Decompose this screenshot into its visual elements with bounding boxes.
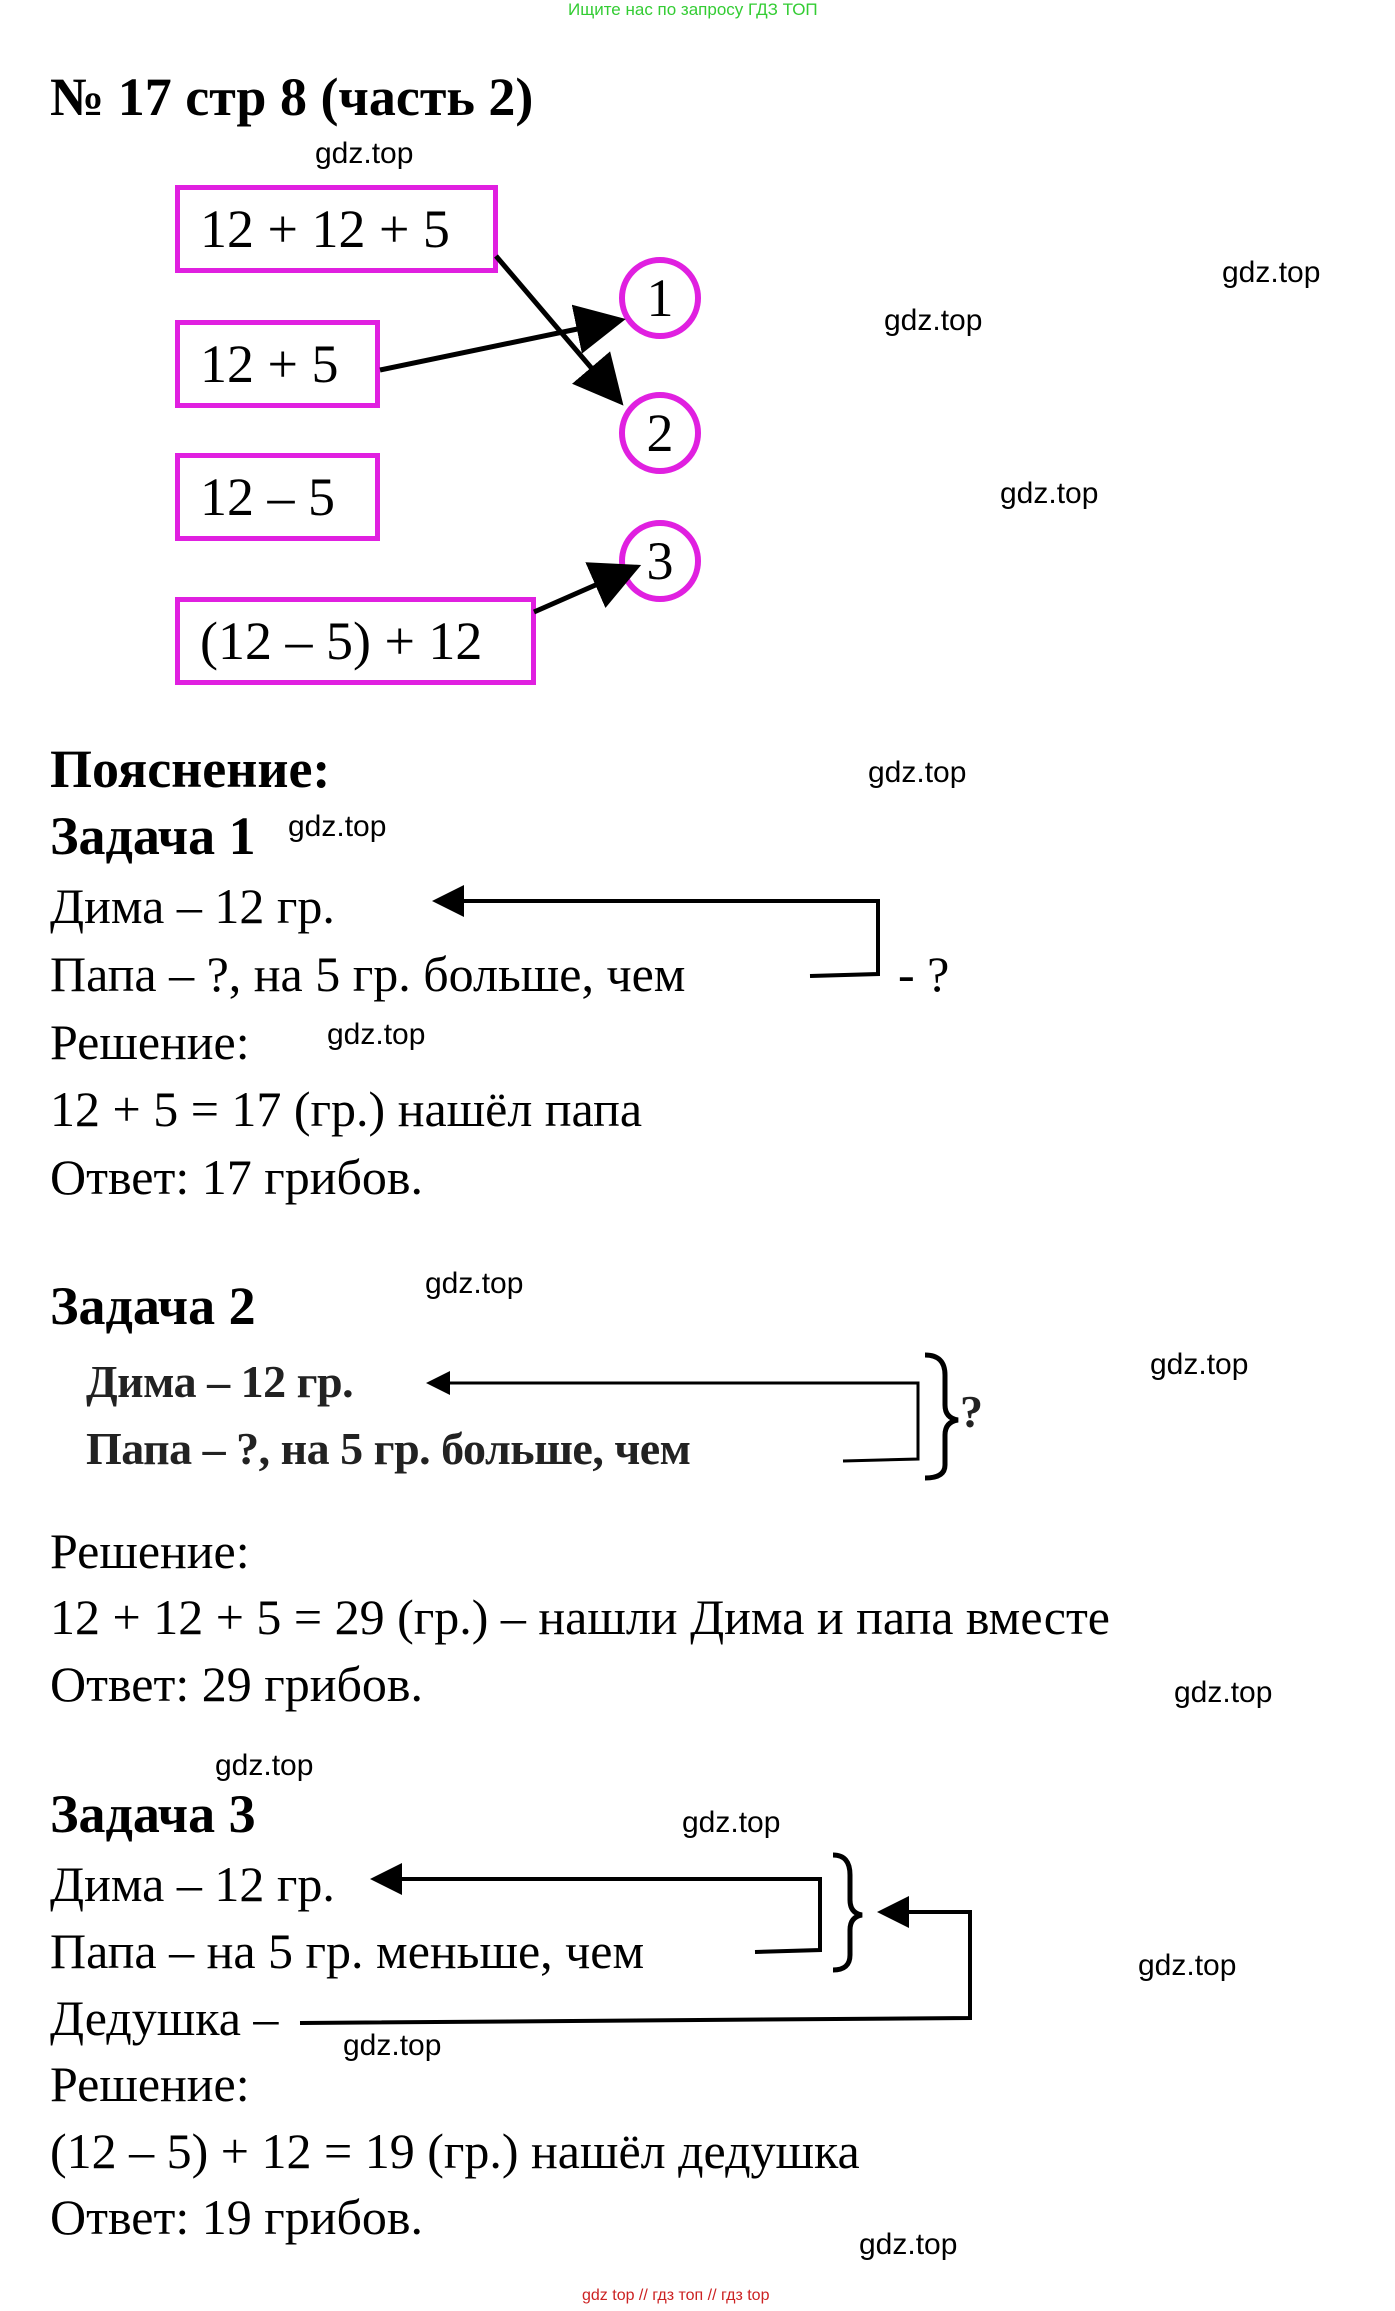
task2-question: ? bbox=[960, 1386, 983, 1437]
task3-solution: (12 – 5) + 12 = 19 (гр.) нашёл дедушка bbox=[50, 2123, 860, 2179]
watermark: gdz.top bbox=[1222, 256, 1321, 289]
task1-line1: Дима – 12 гр. bbox=[50, 878, 335, 934]
watermark: gdz.top bbox=[425, 1267, 524, 1300]
watermark: gdz.top bbox=[859, 2228, 958, 2261]
explanation-heading: Пояснение: bbox=[50, 739, 331, 799]
task2-solution: 12 + 12 + 5 = 29 (гр.) – нашли Дима и папа вместе bbox=[50, 1589, 1110, 1645]
task2-answer: Ответ: 29 грибов. bbox=[50, 1656, 424, 1712]
task2-heading: Задача 2 bbox=[50, 1276, 256, 1336]
task1-answer: Ответ: 17 грибов. bbox=[50, 1149, 424, 1205]
watermark: gdz.top bbox=[215, 1749, 314, 1782]
task3-brace bbox=[833, 1855, 862, 1970]
task1-line2: Папа – ?, на 5 гр. больше, чем bbox=[50, 946, 686, 1002]
expression-box-2: 12 + 5 bbox=[175, 320, 380, 408]
footer-links[interactable]: gdz top // гдз топ // гдз top bbox=[582, 2287, 770, 2304]
task3-line1: Дима – 12 гр. bbox=[50, 1856, 335, 1912]
task3-heading: Задача 3 bbox=[50, 1784, 256, 1844]
task1-bracket bbox=[440, 901, 878, 976]
watermark: gdz.top bbox=[1174, 1676, 1273, 1709]
answer-circle-3: 3 bbox=[619, 520, 701, 602]
task1-solution: 12 + 5 = 17 (гр.) нашёл папа bbox=[50, 1081, 643, 1137]
watermark: gdz.top bbox=[315, 137, 414, 170]
task1-heading: Задача 1 bbox=[50, 806, 256, 866]
task3-solution-label: Решение: bbox=[50, 2056, 250, 2112]
page-title: № 17 стр 8 (часть 2) bbox=[50, 67, 534, 127]
watermark: gdz.top bbox=[1138, 1949, 1237, 1982]
task1-solution-label: Решение: bbox=[50, 1014, 250, 1070]
arrow-box4-to-circle3 bbox=[534, 569, 632, 612]
top-banner-link[interactable]: Ищите нас по запросу ГДЗ ТОП bbox=[568, 0, 818, 19]
task2-brace bbox=[925, 1355, 958, 1478]
watermark: gdz.top bbox=[682, 1806, 781, 1839]
arrow-box2-to-circle1 bbox=[380, 321, 616, 370]
expression-box-4: (12 – 5) + 12 bbox=[175, 597, 536, 685]
expression-box-3: 12 – 5 bbox=[175, 453, 380, 541]
watermark: gdz.top bbox=[1150, 1348, 1249, 1381]
task2-line2: Папа – ?, на 5 гр. больше, чем bbox=[86, 1423, 691, 1474]
task2-solution-label: Решение: bbox=[50, 1523, 250, 1579]
expression-box-1: 12 + 12 + 5 bbox=[175, 185, 498, 273]
watermark: gdz.top bbox=[343, 2029, 442, 2062]
watermark: gdz.top bbox=[288, 810, 387, 843]
task2-bracket bbox=[432, 1383, 918, 1461]
answer-circle-1: 1 bbox=[619, 257, 701, 339]
task3-answer: Ответ: 19 грибов. bbox=[50, 2189, 424, 2245]
task3-bracket bbox=[378, 1879, 820, 1952]
watermark: gdz.top bbox=[327, 1018, 426, 1051]
task1-question: - ? bbox=[898, 946, 950, 1002]
task3-line3: Дедушка – bbox=[50, 1990, 279, 2046]
task3-grandpa-arrow bbox=[300, 1912, 970, 2023]
task3-line2: Папа – на 5 гр. меньше, чем bbox=[50, 1923, 645, 1979]
answer-circle-2: 2 bbox=[619, 392, 701, 474]
task2-line1: Дима – 12 гр. bbox=[86, 1356, 354, 1407]
watermark: gdz.top bbox=[868, 756, 967, 789]
watermark: gdz.top bbox=[1000, 477, 1099, 510]
watermark: gdz.top bbox=[884, 304, 983, 337]
